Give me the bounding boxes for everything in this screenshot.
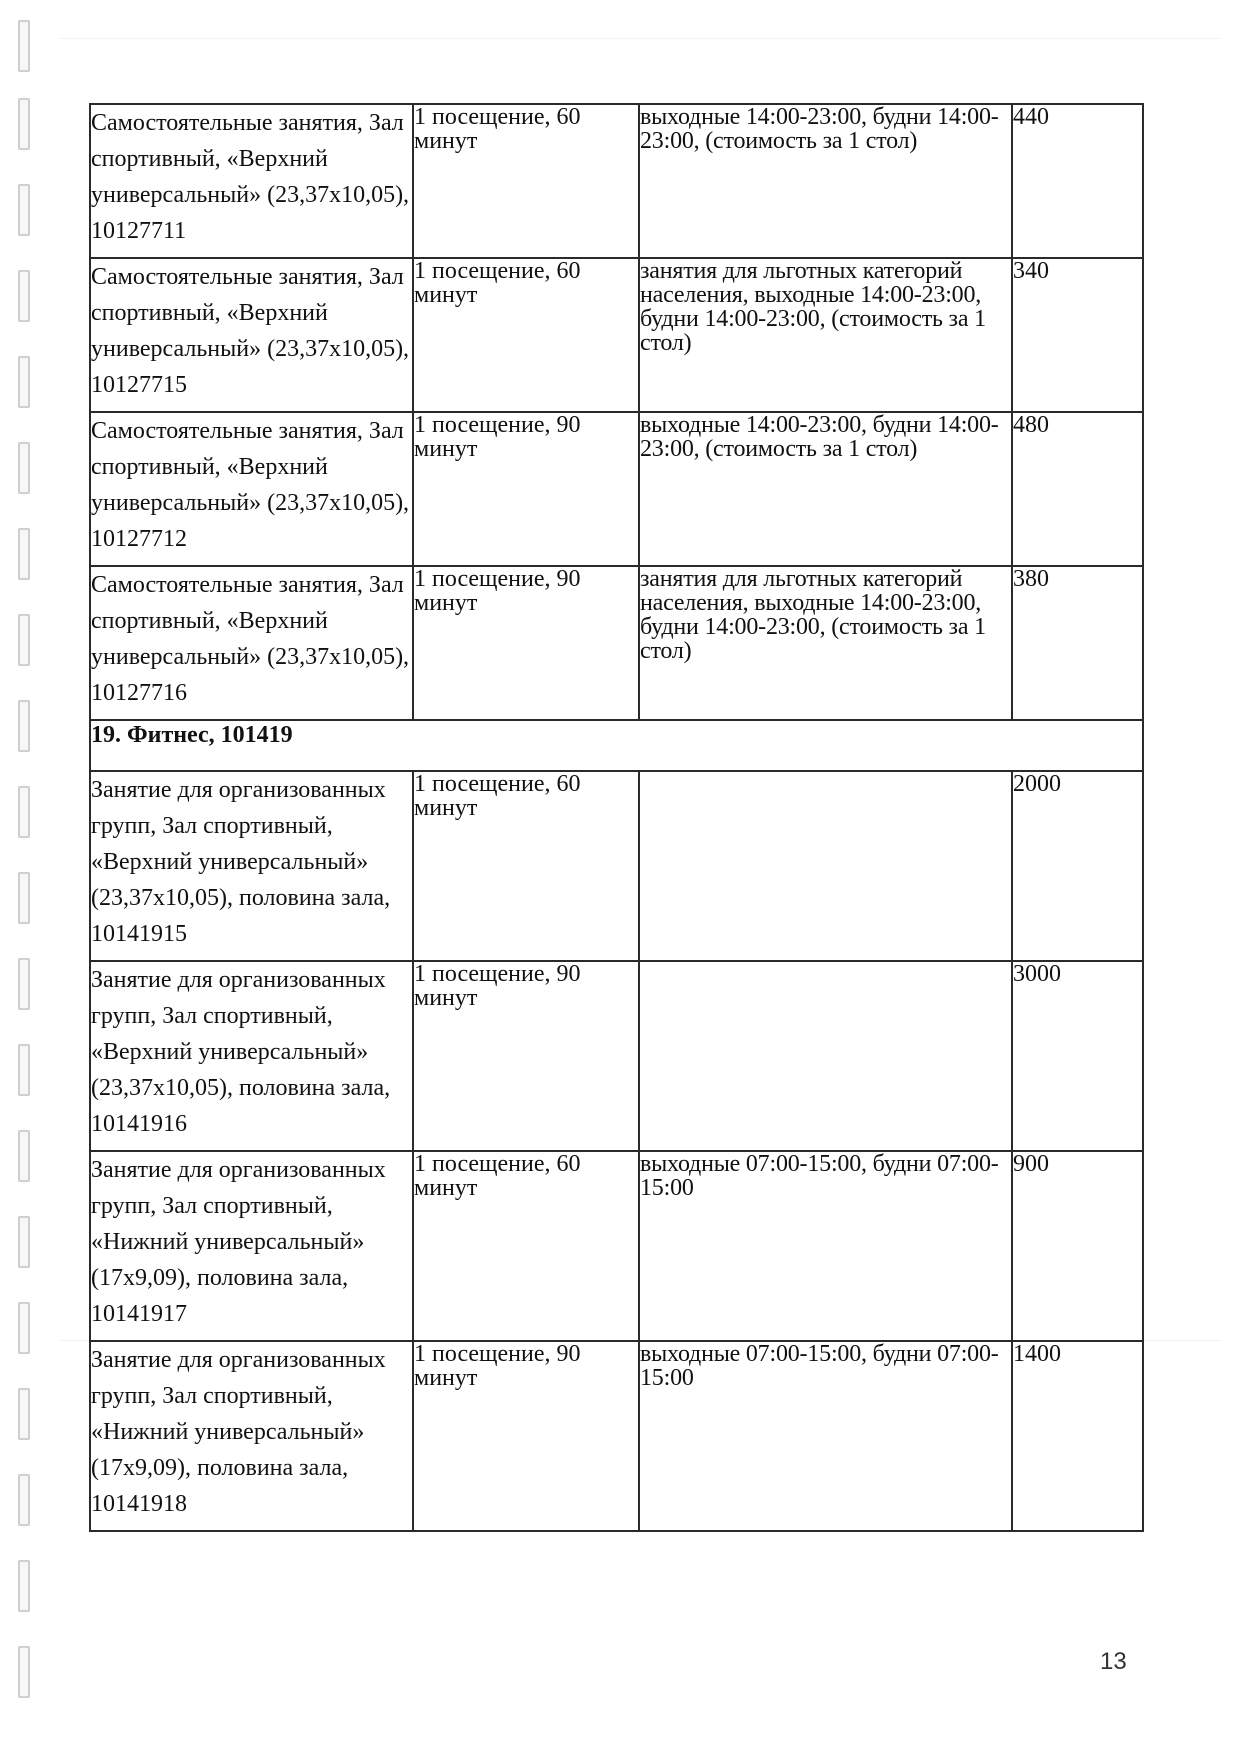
- page-number: 13: [1100, 1648, 1127, 1675]
- conditions-cell: [639, 771, 1012, 961]
- duration-cell: 1 посещение, 60 минут: [413, 258, 639, 412]
- price-cell: 2000: [1012, 771, 1143, 961]
- duration-cell: 1 посещение, 90 минут: [413, 566, 639, 720]
- price-cell: 480: [1012, 412, 1143, 566]
- conditions-cell: выходные 14:00-23:00, будни 14:00-23:00, (стоимость за 1 стол): [639, 412, 1012, 566]
- conditions-cell: занятия для льготных категорий населения, выходные 14:00-23:00, будни 14:00-23:00, (стоимость за 1 стол): [639, 258, 1012, 412]
- binder-hole: [18, 614, 30, 666]
- service-cell: Самостоятельные занятия, Зал спортивный, «Верхний универсальный» (23,37x10,05), 10127716: [90, 566, 413, 720]
- duration-cell: 1 посещение, 60 минут: [413, 1151, 639, 1341]
- table-row: [90, 104, 1143, 258]
- binder-hole: [18, 1646, 30, 1698]
- binder-hole: [18, 872, 30, 924]
- service-cell: Самостоятельные занятия, Зал спортивный, «Верхний универсальный» (23,37x10,05), 10127715: [90, 258, 413, 412]
- binder-hole: [18, 1474, 30, 1526]
- table-row: [90, 961, 1143, 1151]
- binder-hole: [18, 270, 30, 322]
- binder-hole: [18, 1130, 30, 1182]
- table-row: [90, 771, 1143, 961]
- price-cell: 340: [1012, 258, 1143, 412]
- binder-hole: [18, 528, 30, 580]
- table-row: [90, 412, 1143, 566]
- conditions-cell: выходные 07:00-15:00, будни 07:00-15:00: [639, 1151, 1012, 1341]
- binder-hole: [18, 184, 30, 236]
- table-row: [90, 1151, 1143, 1341]
- tariff-table: [89, 103, 1144, 1532]
- binder-hole: [18, 958, 30, 1010]
- service-cell: Самостоятельные занятия, Зал спортивный, «Верхний универсальный» (23,37x10,05), 10127712: [90, 412, 413, 566]
- conditions-cell: выходные 07:00-15:00, будни 07:00-15:00: [639, 1341, 1012, 1531]
- duration-cell: 1 посещение, 60 минут: [413, 104, 639, 258]
- conditions-cell: занятия для льготных категорий населения, выходные 14:00-23:00, будни 14:00-23:00, (стоимость за 1 стол): [639, 566, 1012, 720]
- table-row: [90, 566, 1143, 720]
- binder-hole: [18, 20, 30, 72]
- duration-cell: 1 посещение, 60 минут: [413, 771, 639, 961]
- binder-hole: [18, 786, 30, 838]
- binder-hole: [18, 1302, 30, 1354]
- duration-cell: 1 посещение, 90 минут: [413, 1341, 639, 1531]
- price-cell: 380: [1012, 566, 1143, 720]
- binder-hole: [18, 1044, 30, 1096]
- price-cell: 440: [1012, 104, 1143, 258]
- binder-hole: [18, 1560, 30, 1612]
- binder-hole: [18, 1388, 30, 1440]
- price-cell: 900: [1012, 1151, 1143, 1341]
- binder-hole: [18, 700, 30, 752]
- service-cell: Занятие для организованных групп, Зал спортивный, «Верхний универсальный» (23,37x10,05), половина зала, 10141916: [90, 961, 413, 1151]
- service-cell: Занятие для организованных групп, Зал спортивный, «Нижний универсальный» (17x9,09), половина зала, 10141917: [90, 1151, 413, 1341]
- binder-hole: [18, 356, 30, 408]
- scan-artifact-line: [60, 38, 1221, 39]
- binder-hole: [18, 1216, 30, 1268]
- conditions-cell: [639, 961, 1012, 1151]
- section-row: [90, 720, 1143, 771]
- table-row: [90, 1341, 1143, 1531]
- price-cell: 3000: [1012, 961, 1143, 1151]
- binder-holes: [14, 20, 38, 1750]
- duration-cell: 1 посещение, 90 минут: [413, 412, 639, 566]
- binder-hole: [18, 98, 30, 150]
- service-cell: Занятие для организованных групп, Зал спортивный, «Нижний универсальный» (17x9,09), половина зала, 10141918: [90, 1341, 413, 1531]
- service-cell: Самостоятельные занятия, Зал спортивный, «Верхний универсальный» (23,37x10,05), 10127711: [90, 104, 413, 258]
- duration-cell: 1 посещение, 90 минут: [413, 961, 639, 1151]
- conditions-cell: выходные 14:00-23:00, будни 14:00-23:00, (стоимость за 1 стол): [639, 104, 1012, 258]
- table-row: [90, 258, 1143, 412]
- binder-hole: [18, 442, 30, 494]
- service-cell: Занятие для организованных групп, Зал спортивный, «Верхний универсальный» (23,37x10,05), половина зала, 10141915: [90, 771, 413, 961]
- section-title: 19. Фитнес, 101419: [90, 720, 1143, 771]
- price-cell: 1400: [1012, 1341, 1143, 1531]
